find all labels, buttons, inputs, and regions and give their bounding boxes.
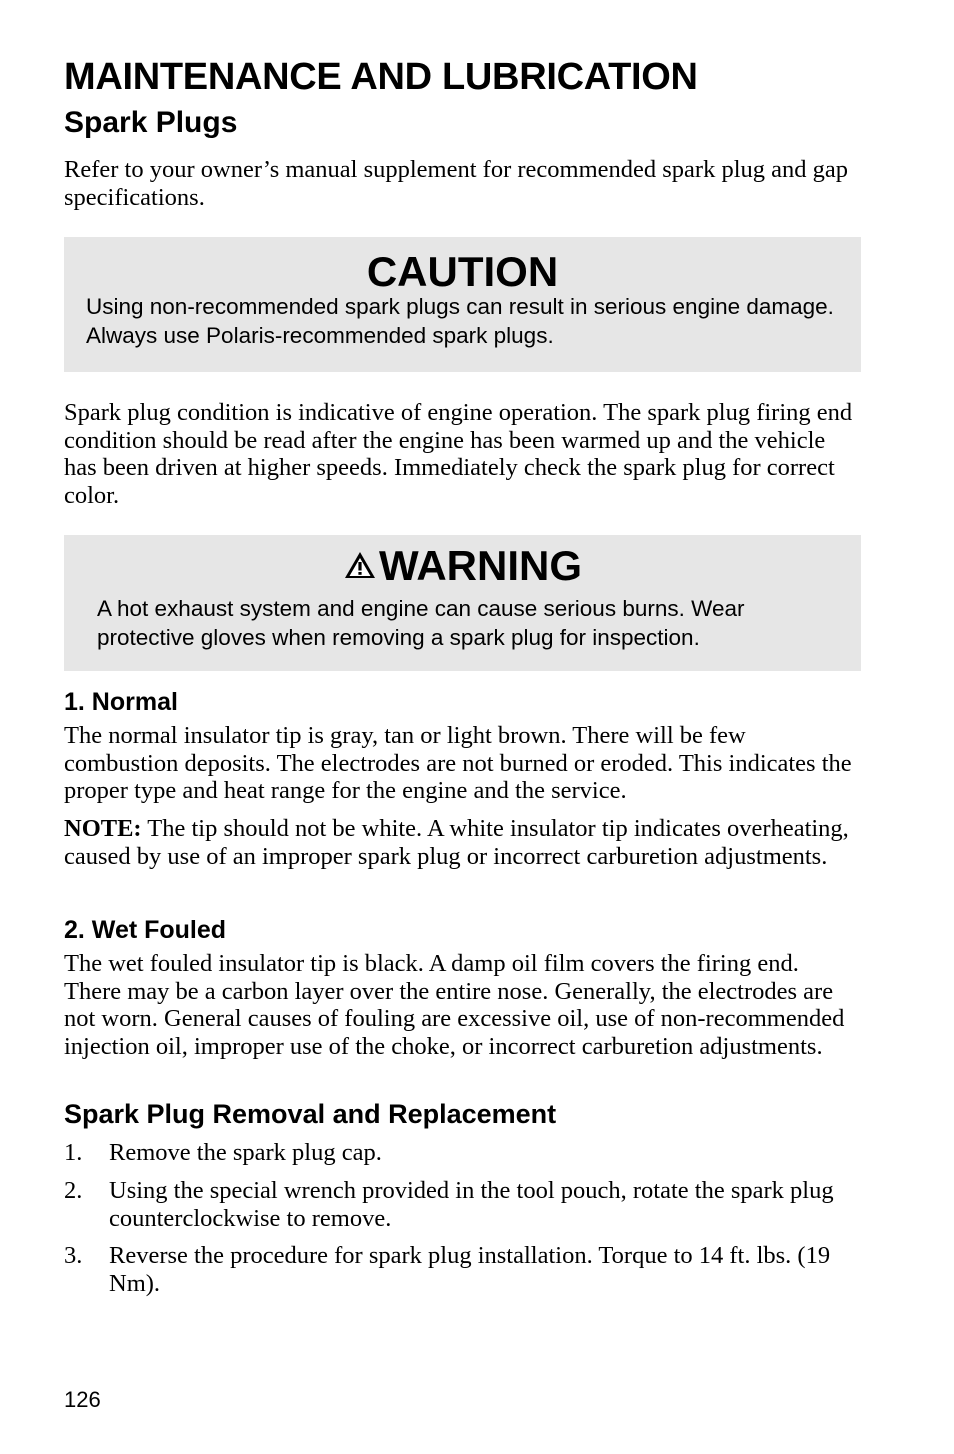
warning-title: WARNING	[379, 542, 582, 589]
note-label: NOTE:	[64, 815, 142, 842]
normal-paragraph: The normal insulator tip is gray, tan or light brown. There will be few combustion deposits. The electrodes are not burned or eroded. This indicates the proper type and heat range for the engine and the service.	[64, 722, 852, 804]
page-number: 126	[64, 1387, 101, 1412]
intro-paragraph: Refer to your owner’s manual supplement for recommended spark plug and gap specifications.	[64, 156, 848, 211]
page-title: MAINTENANCE AND LUBRICATION	[64, 56, 698, 98]
step-number: 3.	[64, 1242, 83, 1269]
warning-text: A hot exhaust system and engine can cause serious burns. Wear protective gloves when removing a spark plug for inspection.	[97, 596, 745, 650]
warning-triangle-icon	[343, 543, 377, 589]
warning-box	[64, 535, 861, 671]
caution-title: CAUTION	[366, 248, 559, 295]
caution-text: Using non-recommended spark plugs can result in serious engine damage. Always use Polaris-recommended spark plugs.	[86, 294, 834, 348]
step-text: Remove the spark plug cap.	[109, 1139, 382, 1166]
caution-box	[64, 237, 861, 372]
warning-heading	[64, 543, 861, 589]
removal-heading: Spark Plug Removal and Replacement	[64, 1099, 557, 1129]
normal-heading: 1. Normal	[64, 688, 178, 716]
section-title: Spark Plugs	[64, 106, 238, 139]
wet-fouled-paragraph: The wet fouled insulator tip is black. A damp oil film covers the firing end. There may be a carbon layer over the entire nose. Generally, the electrodes are not worn. General causes of fouling are excessive oil, use of non-recommended injection oil, improper use of the choke, or incorrect carburetion adjustments.	[64, 950, 845, 1060]
step-text: Using the special wrench provided in the tool pouch, rotate the spark plug counterclockwise to remove.	[109, 1177, 834, 1232]
note-paragraph	[64, 815, 861, 870]
condition-paragraph: Spark plug condition is indicative of engine operation. The spark plug firing end condition should be read after the engine has been warmed up and the vehicle has been driven at higher speeds. Immediately check the spark plug for correct color.	[64, 399, 853, 509]
note-text: The tip should not be white. A white insulator tip indicates overheating, caused by use of an improper spark plug or incorrect carburetion adjustments.	[64, 815, 849, 870]
step-number: 1.	[64, 1139, 83, 1166]
wet-fouled-heading: 2. Wet Fouled	[64, 916, 227, 944]
step-number: 2.	[64, 1177, 83, 1204]
step-text: Reverse the procedure for spark plug installation. Torque to 14 ft. lbs. (19 Nm).	[109, 1242, 831, 1297]
